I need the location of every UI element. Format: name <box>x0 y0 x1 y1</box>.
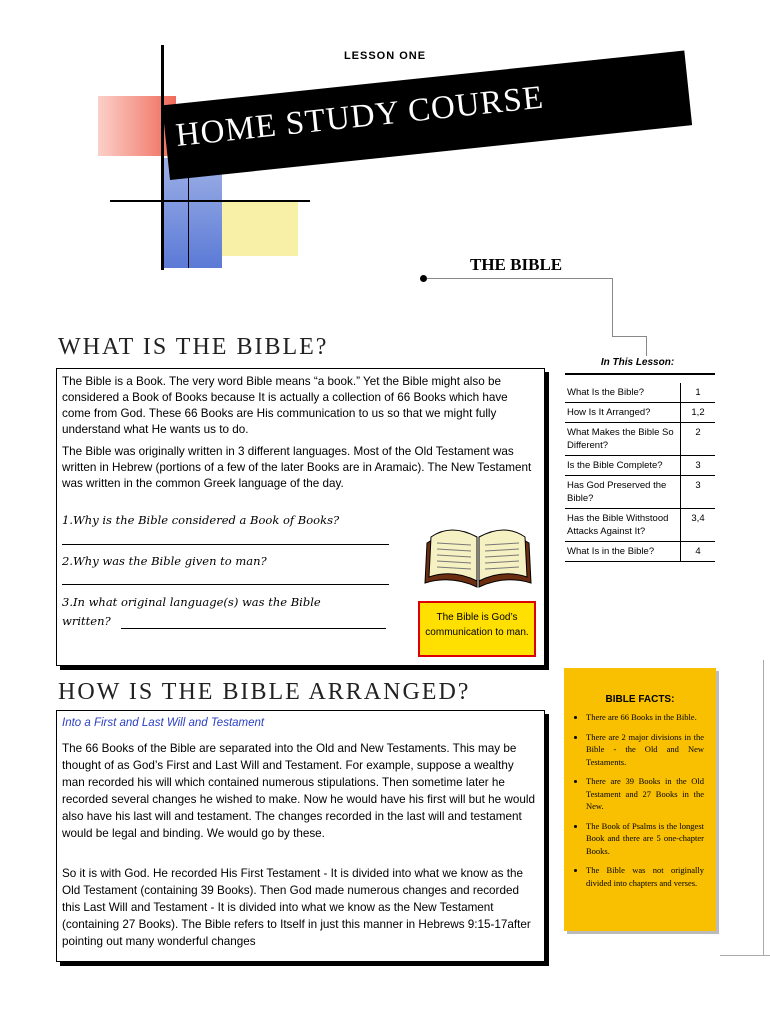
section-heading: HOW IS THE BIBLE ARRANGED? <box>58 679 471 705</box>
answer-line <box>62 584 389 585</box>
image-caption: The Bible is God’s communication to man. <box>418 601 536 657</box>
open-book-icon <box>419 515 537 595</box>
fact-item: • The Bible was not originally divided into chapters and verses. <box>586 864 704 889</box>
toc-label: What Makes the Bible So Different? <box>565 423 681 456</box>
decor-horizontal-line <box>110 200 310 202</box>
toc-row <box>565 456 715 476</box>
decor-vertical-line <box>161 45 164 270</box>
connector-line <box>720 955 770 956</box>
subject-title: THE BIBLE <box>470 255 563 274</box>
paragraph: The Bible was originally written in 3 different languages. Most of the Old Testament was written in Hebrew (portions of a few of the later Books are in Aramaic). The New Testament was written in the common Greek language of the day. <box>62 445 532 490</box>
question-3: 3.In what original language(s) was the Bible <box>62 595 321 609</box>
toc-page: 3,4 <box>681 509 716 542</box>
toc-label: Is the Bible Complete? <box>565 456 681 476</box>
toc-row <box>565 423 715 456</box>
facts-list <box>564 711 716 889</box>
toc-page: 1,2 <box>681 403 716 423</box>
toc-page: 4 <box>681 542 716 562</box>
section-heading: WHAT IS THE BIBLE? <box>58 334 329 360</box>
section-box <box>56 710 545 962</box>
connector-line <box>612 278 613 336</box>
toc-label: Has the Bible Withstood Attacks Against It? <box>565 509 681 542</box>
connector-line <box>763 660 764 955</box>
toc-row <box>565 383 715 403</box>
toc-page: 2 <box>681 423 716 456</box>
toc-title: In This Lesson: <box>600 357 675 368</box>
toc-label: How Is It Arranged? <box>565 403 681 423</box>
toc-rule <box>565 373 715 375</box>
toc-row <box>565 403 715 423</box>
fact-item: • There are 2 major divisions in the Bible - the Old and New Testaments. <box>586 731 704 769</box>
question-3-continued: written? <box>62 614 111 628</box>
toc-row <box>565 542 715 562</box>
decor-yellow-block <box>222 202 298 256</box>
fact-item: • There are 39 Books in the Old Testament and 27 Books in the New. <box>586 775 704 813</box>
bible-facts-box <box>564 668 716 931</box>
fact-item: • There are 66 Books in the Bible. <box>586 711 704 724</box>
section-subheading: Into a First and Last Will and Testament <box>62 717 265 729</box>
course-title: HOME STUDY COURSE <box>174 79 546 155</box>
toc-label: What Is the Bible? <box>565 383 681 403</box>
lesson-label: LESSON ONE <box>343 50 427 62</box>
paragraph: So it is with God. He recorded His First Testament - It is divided into what we know as the Old Testament (containing 39 Books). Then God made numerous changes and recorded this Last Will and Testament - It is divided into what we know as the New Testament (containing 27 Books). The Bible refers to Itself in just this manner in Hebrews 9:15-17after pointing out many wonderful changes <box>62 867 531 948</box>
toc-row <box>565 476 715 509</box>
toc-row <box>565 509 715 542</box>
facts-title: BIBLE FACTS: <box>605 694 675 705</box>
paragraph: The 66 Books of the Bible are separated into the Old and New Testaments. This may be thought of as God’s First and Last Will and Testament. For example, suppose a wealthy man recorded his will which contained numerous stipulations. Then sometime later he recorded several changes he wished to make. Now he would have his first will but he would also have his last will and testament. The changes recorded in the last will and testament would be legal and binding. We would go by these. <box>62 742 535 840</box>
connector-line <box>646 336 647 356</box>
toc-page: 3 <box>681 456 716 476</box>
fact-item: • The Book of Psalms is the longest Book and there are 5 one-chapter Books. <box>586 820 704 858</box>
toc-table <box>565 383 715 562</box>
bullet-dot <box>420 275 427 282</box>
question-2: 2.Why was the Bible given to man? <box>62 554 267 568</box>
connector-line <box>427 278 612 279</box>
toc-label: Has God Preserved the Bible? <box>565 476 681 509</box>
toc-page: 3 <box>681 476 716 509</box>
answer-line <box>121 628 386 629</box>
paragraph: The Bible is a Book. The very word Bible means “a book.” Yet the Bible might also be considered a Book of Books because It is actually a collection of 66 Books which have come from God. These 66 Books are His communication to us so that we might fully understand what He wants us to do. <box>62 375 508 436</box>
connector-line <box>612 336 647 337</box>
decor-thin-line <box>188 178 189 268</box>
toc-page: 1 <box>681 383 716 403</box>
toc-label: What Is in the Bible? <box>565 542 681 562</box>
answer-line <box>62 544 389 545</box>
question-1: 1.Why is the Bible considered a Book of Books? <box>62 513 340 527</box>
